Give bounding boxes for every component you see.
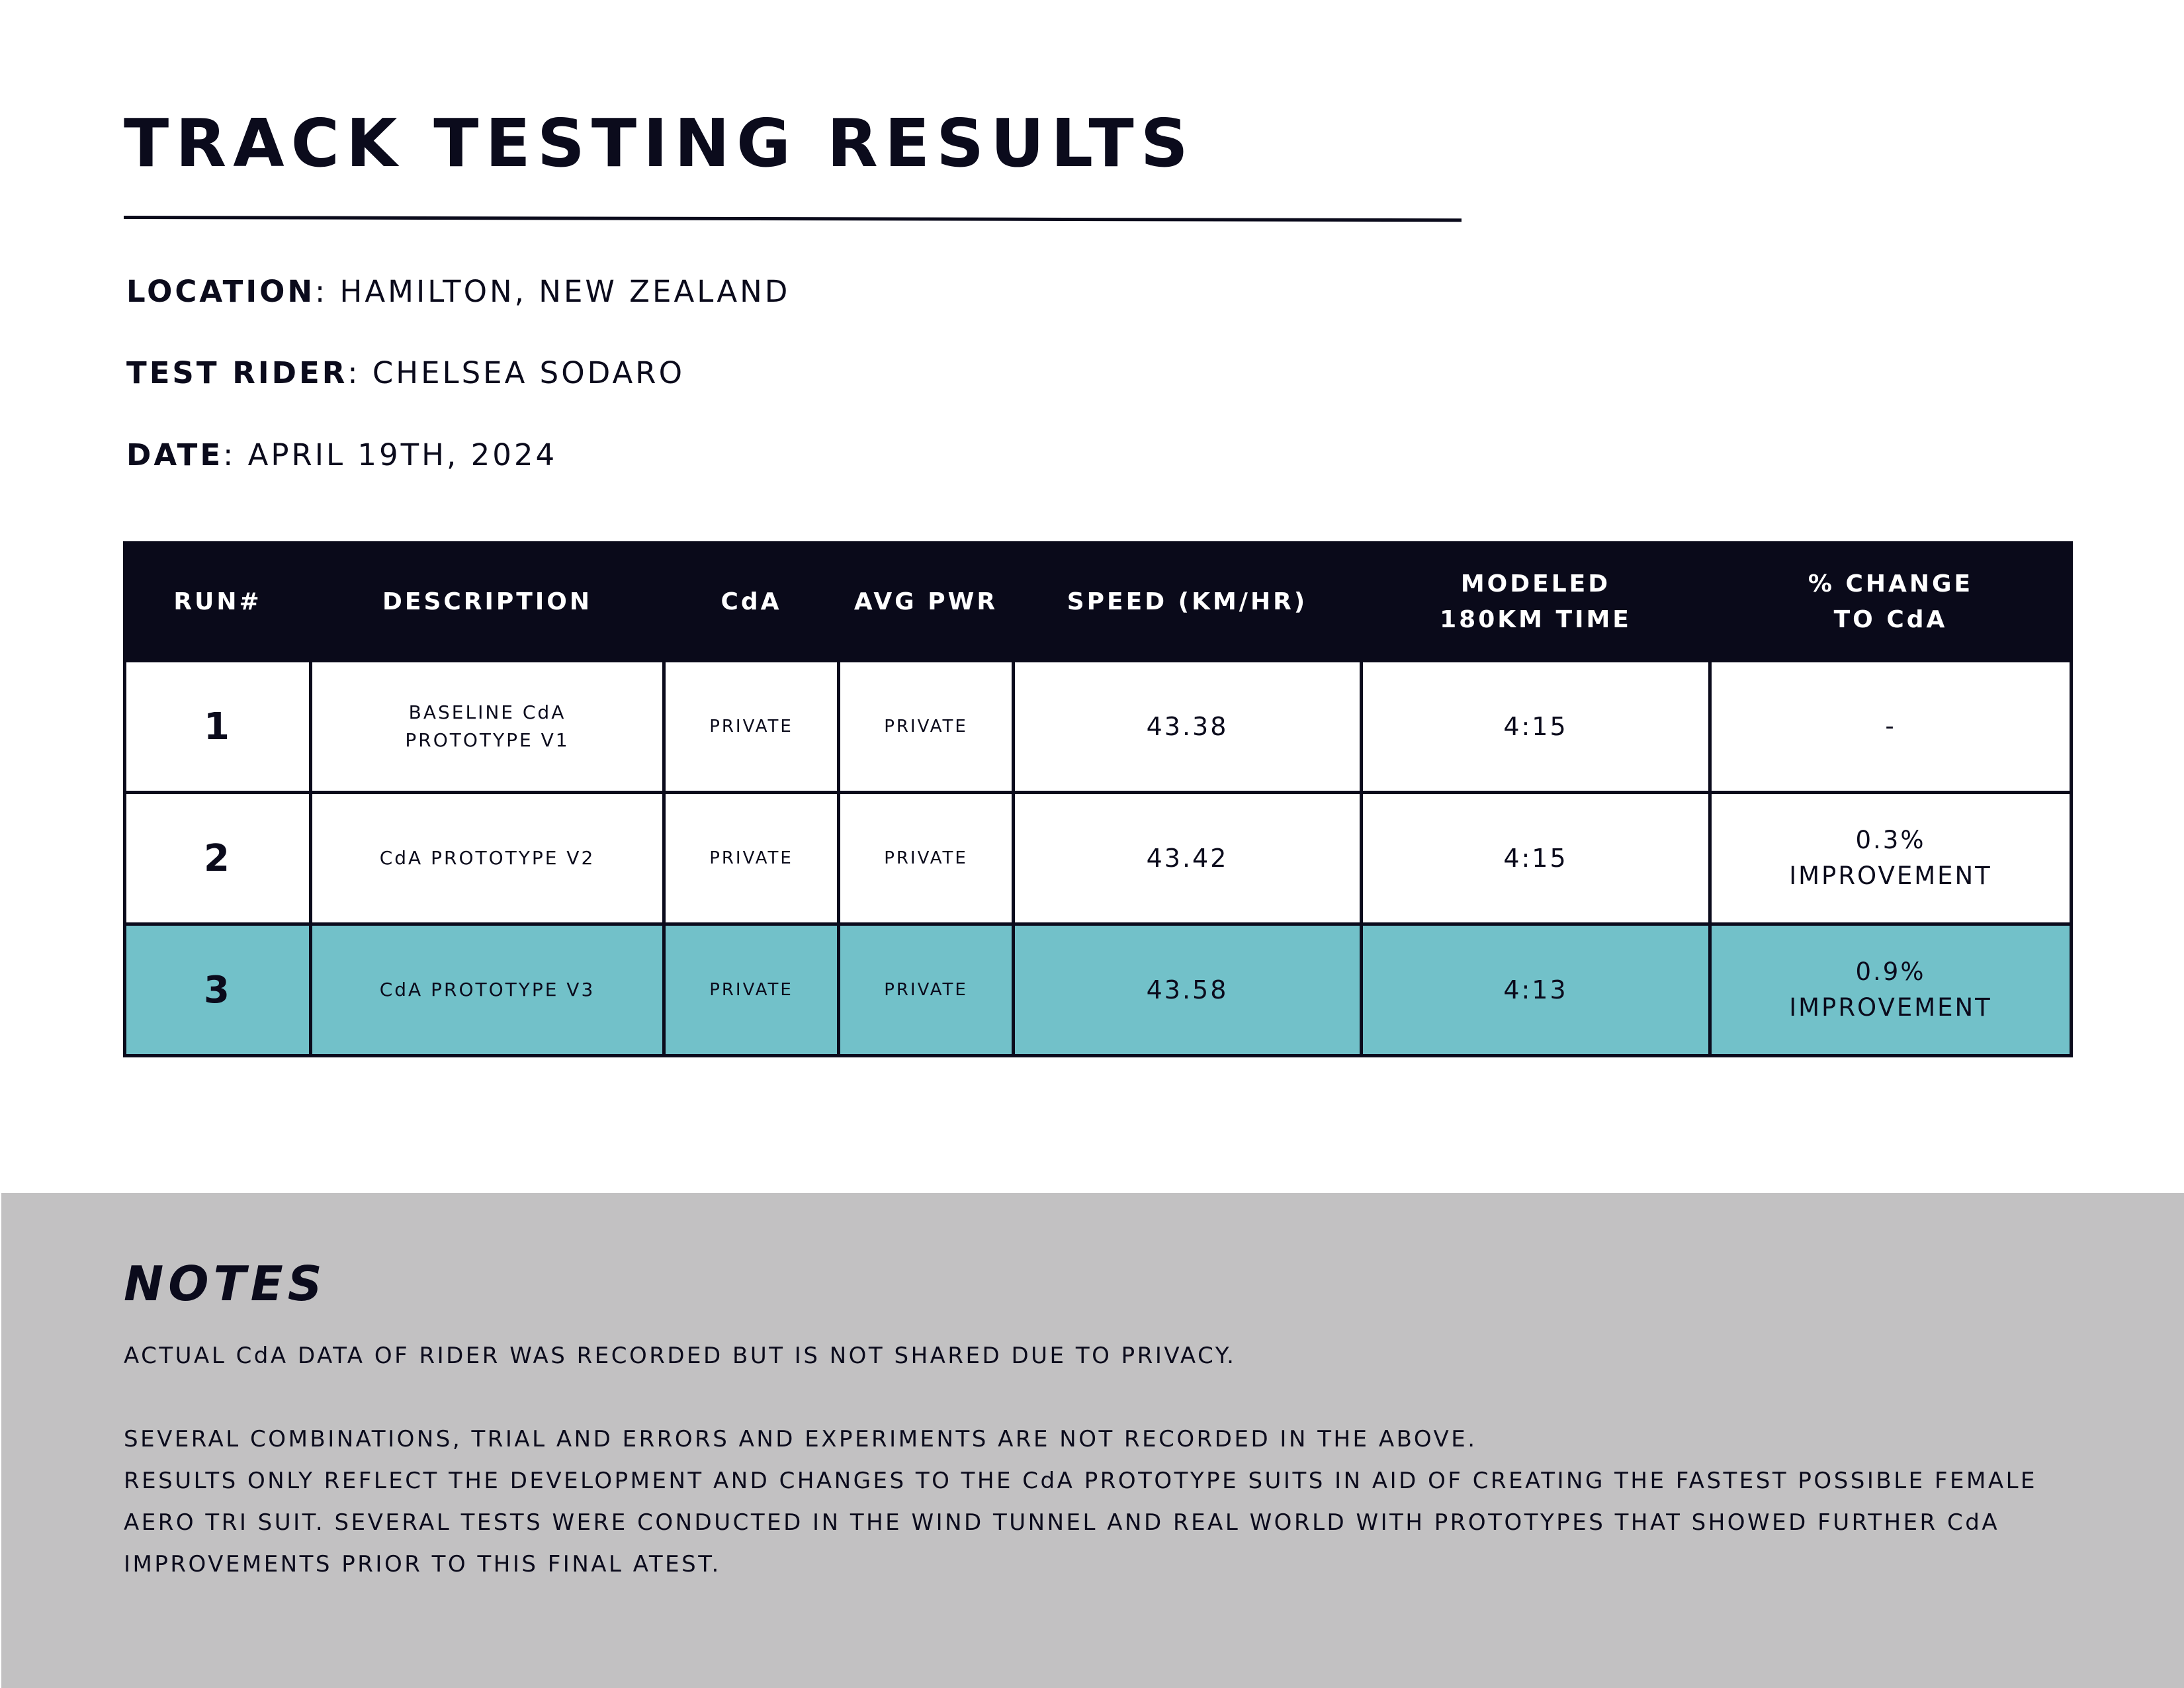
header-cda: CdA [664,543,839,661]
description-cell [311,793,664,924]
title-divider [124,216,1462,222]
header-run: RUN# [125,543,311,661]
description-line1: BASELINE CdA [408,701,566,723]
test-rider-label: TEST RIDER [126,355,348,390]
description-line1: CdA PROTOTYPE V3 [379,979,595,1000]
change-line2: IMPROVEMENT [1789,862,1992,890]
results-table [123,541,2073,1057]
test-rider-line [126,355,685,390]
header-speed: SPEED (KM/HR) [1014,543,1362,661]
change-cell [1710,661,2072,793]
test-rider-value: : CHELSEA SODARO [347,355,685,390]
notes-panel [1,1193,2184,1688]
notes-line: IMPROVEMENTS PRIOR TO THIS FINAL ATEST. [124,1551,721,1577]
description-line2: PROTOTYPE V1 [405,729,570,751]
cda-cell: PRIVATE [664,793,839,924]
modeled-time-cell: 4:15 [1362,661,1710,793]
notes-line: RESULTS ONLY REFLECT THE DEVELOPMENT AND CHANGES TO THE CdA PROTOTYPE SUITS IN AID OF CREATING THE FASTEST POSSIBLE FEMALE [124,1468,2037,1494]
notes-line: ACTUAL CdA DATA OF RIDER WAS RECORDED BUT IS NOT SHARED DUE TO PRIVACY. [124,1343,1237,1369]
avg-pwr-cell: PRIVATE [839,661,1014,793]
page-title: TRACK TESTING RESULTS [124,105,1195,182]
cda-cell: PRIVATE [664,924,839,1056]
change-line1: 0.3% [1855,826,1926,854]
change-cell [1710,793,2072,924]
speed-cell: 43.58 [1014,924,1362,1056]
date-label: DATE [126,437,224,472]
location-line [126,274,790,309]
table-header-row [125,543,2072,661]
notes-spacer [124,1377,2115,1419]
speed-cell: 43.38 [1014,661,1362,793]
notes-title: NOTES [124,1256,327,1311]
header-change-line1: % CHANGE [1808,570,1974,598]
table-row [125,661,2072,793]
header-change-line2: TO CdA [1833,605,1948,633]
notes-body [124,1335,2115,1585]
change-line2: IMPROVEMENT [1789,993,1992,1022]
change-cell [1710,924,2072,1056]
run-number: 1 [125,661,311,793]
header-modeled-time [1362,543,1710,661]
description-cell [311,924,664,1056]
modeled-time-cell: 4:13 [1362,924,1710,1056]
description-line1: CdA PROTOTYPE V2 [379,847,595,869]
avg-pwr-cell: PRIVATE [839,924,1014,1056]
date-line [126,437,557,472]
cda-cell: PRIVATE [664,661,839,793]
location-value: : HAMILTON, NEW ZEALAND [315,274,791,309]
header-change [1710,543,2072,661]
date-value: : APRIL 19TH, 2024 [223,437,558,472]
table-row-highlighted [125,924,2072,1056]
run-number: 3 [125,924,311,1056]
header-description: DESCRIPTION [311,543,664,661]
header-modeled-line2: 180KM TIME [1440,605,1632,633]
change-line1: 0.9% [1855,957,1926,986]
header-avg-pwr: AVG PWR [839,543,1014,661]
change-line1: - [1885,712,1896,740]
modeled-time-cell: 4:15 [1362,793,1710,924]
notes-line: SEVERAL COMBINATIONS, TRIAL AND ERRORS AND EXPERIMENTS ARE NOT RECORDED IN THE ABOVE. [124,1426,1477,1452]
description-cell [311,661,664,793]
speed-cell: 43.42 [1014,793,1362,924]
run-number: 2 [125,793,311,924]
location-label: LOCATION [126,274,316,309]
table-row [125,793,2072,924]
notes-line: AERO TRI SUIT. SEVERAL TESTS WERE CONDUCTED IN THE WIND TUNNEL AND REAL WORLD WITH PROTOTYPES THAT SHOWED FURTHER CdA [124,1509,2000,1536]
header-modeled-line1: MODELED [1460,570,1611,598]
avg-pwr-cell: PRIVATE [839,793,1014,924]
